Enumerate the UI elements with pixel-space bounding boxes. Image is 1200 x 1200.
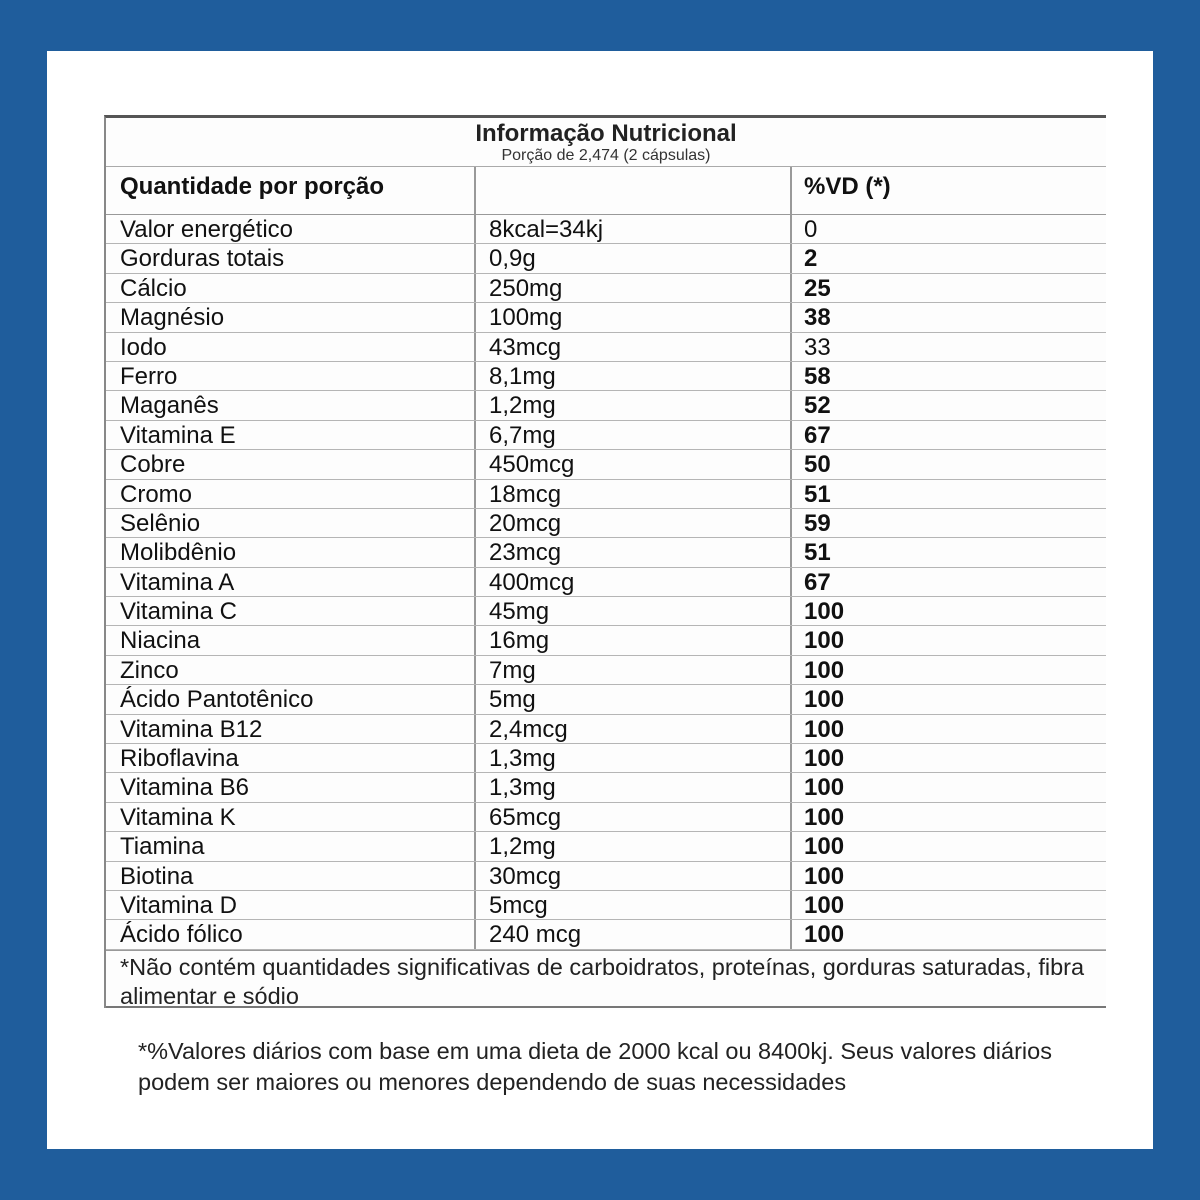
- nutrient-daily-value: 59: [804, 509, 831, 537]
- nutrient-amount: 1,3mg: [476, 773, 792, 801]
- nutrient-amount: 8kcal=34kj: [476, 215, 792, 243]
- nutrient-amount: 8,1mg: [476, 362, 792, 390]
- content-panel: [47, 51, 1153, 1149]
- table-title-block: [106, 118, 1106, 167]
- nutrient-amount: 18mcg: [476, 480, 792, 508]
- nutrient-name: Ferro: [106, 362, 476, 390]
- nutrient-amount: 0,9g: [476, 244, 792, 272]
- table-body: [106, 215, 1106, 950]
- nutrient-daily-value: 100: [804, 862, 845, 890]
- nutrient-name: Vitamina C: [106, 597, 476, 625]
- table-row: [106, 715, 1106, 744]
- nutrient-name: Ácido fólico: [106, 920, 476, 948]
- nutrient-daily-value: 38: [804, 304, 831, 332]
- nutrient-amount: 250mg: [476, 274, 792, 302]
- nutrient-daily-value: 100: [804, 686, 845, 714]
- table-row: [106, 303, 1106, 332]
- nutrition-table: [104, 115, 1106, 1008]
- table-header-row: [106, 167, 1106, 215]
- nutrient-daily-value: 25: [804, 274, 831, 302]
- nutrient-amount: 100mg: [476, 303, 792, 331]
- nutrient-amount: 7mg: [476, 656, 792, 684]
- nutrient-daily-value: 100: [804, 891, 845, 919]
- nutrient-name: Gorduras totais: [106, 244, 476, 272]
- table-row: [106, 832, 1106, 861]
- table-row: [106, 480, 1106, 509]
- table-row: [106, 421, 1106, 450]
- table-row: [106, 568, 1106, 597]
- nutrient-name: Biotina: [106, 862, 476, 890]
- nutrient-daily-value: 100: [804, 627, 845, 655]
- nutrient-daily-value: 100: [804, 803, 845, 831]
- table-row: [106, 215, 1106, 244]
- nutrient-name: Cálcio: [106, 274, 476, 302]
- nutrient-daily-value: 100: [804, 745, 845, 773]
- nutrient-name: Cobre: [106, 450, 476, 478]
- table-row: [106, 362, 1106, 391]
- nutrient-name: Tiamina: [106, 832, 476, 860]
- table-row: [106, 685, 1106, 714]
- nutrient-daily-value: 100: [804, 774, 845, 802]
- nutrient-daily-value: 0: [804, 216, 818, 243]
- nutrient-amount: 2,4mcg: [476, 715, 792, 743]
- nutrient-daily-value: 51: [804, 539, 831, 567]
- nutrient-name: Ácido Pantotênico: [106, 685, 476, 713]
- nutrient-name: Molibdênio: [106, 538, 476, 566]
- table-row: [106, 509, 1106, 538]
- nutrient-amount: 43mcg: [476, 333, 792, 361]
- table-row: [106, 773, 1106, 802]
- table-row: [106, 597, 1106, 626]
- nutrient-daily-value: 67: [804, 421, 831, 449]
- nutrient-amount: 20mcg: [476, 509, 792, 537]
- nutrient-amount: 450mcg: [476, 450, 792, 478]
- nutrient-daily-value: 52: [804, 392, 831, 420]
- nutrient-name: Valor energético: [106, 215, 476, 243]
- header-quantity: Quantidade por porção: [106, 167, 476, 214]
- nutrient-amount: 65mcg: [476, 803, 792, 831]
- serving-size: Porção de 2,474 (2 cápsulas): [501, 147, 711, 164]
- nutrient-amount: 45mg: [476, 597, 792, 625]
- table-row: [106, 803, 1106, 832]
- nutrient-amount: 16mg: [476, 626, 792, 654]
- nutrient-amount: 5mg: [476, 685, 792, 713]
- table-row: [106, 244, 1106, 273]
- table-row: [106, 891, 1106, 920]
- nutrient-daily-value: 100: [804, 921, 845, 949]
- nutrient-name: Magnésio: [106, 303, 476, 331]
- nutrient-name: Niacina: [106, 626, 476, 654]
- nutrient-amount: 23mcg: [476, 538, 792, 566]
- table-row: [106, 450, 1106, 479]
- nutrient-daily-value: 100: [804, 715, 845, 743]
- nutrient-name: Zinco: [106, 656, 476, 684]
- table-row: [106, 656, 1106, 685]
- header-amount: [476, 167, 792, 214]
- table-row: [106, 333, 1106, 362]
- nutrient-daily-value: 100: [804, 833, 845, 861]
- table-row: [106, 391, 1106, 420]
- nutrient-name: Maganês: [106, 391, 476, 419]
- nutrient-amount: 5mcg: [476, 891, 792, 919]
- nutrient-name: Vitamina B12: [106, 715, 476, 743]
- nutrient-amount: 30mcg: [476, 862, 792, 890]
- table-row: [106, 538, 1106, 567]
- nutrient-name: Vitamina B6: [106, 773, 476, 801]
- table-row: [106, 920, 1106, 949]
- table-row: [106, 744, 1106, 773]
- header-daily-value: %VD (*): [804, 173, 891, 200]
- nutrient-amount: 400mcg: [476, 568, 792, 596]
- nutrient-name: Selênio: [106, 509, 476, 537]
- nutrient-daily-value: 100: [804, 598, 845, 626]
- nutrient-name: Vitamina K: [106, 803, 476, 831]
- table-notice: *Não contém quantidades significativas de carboidratos, proteínas, gorduras saturadas, fibra alimentar e sódio: [106, 950, 1106, 1008]
- nutrient-name: Riboflavina: [106, 744, 476, 772]
- nutrient-name: Vitamina E: [106, 421, 476, 449]
- nutrient-amount: 1,3mg: [476, 744, 792, 772]
- nutrient-amount: 1,2mg: [476, 391, 792, 419]
- nutrient-daily-value: 67: [804, 568, 831, 596]
- nutrient-daily-value: 100: [804, 656, 845, 684]
- nutrient-amount: 240 mcg: [476, 920, 792, 948]
- nutrient-daily-value: 2: [804, 245, 818, 273]
- nutrient-amount: 6,7mg: [476, 421, 792, 449]
- table-row: [106, 626, 1106, 655]
- table-title: Informação Nutricional: [475, 120, 737, 147]
- nutrient-name: Cromo: [106, 480, 476, 508]
- nutrient-amount: 1,2mg: [476, 832, 792, 860]
- daily-value-footnote: *%Valores diários com base em uma dieta de 2000 kcal ou 8400kj. Seus valores diários podem ser maiores ou menores dependendo de suas necessidades: [138, 1038, 1052, 1095]
- nutrient-daily-value: 50: [804, 451, 831, 479]
- nutrient-name: Iodo: [106, 333, 476, 361]
- nutrient-name: Vitamina A: [106, 568, 476, 596]
- nutrient-daily-value: 51: [804, 480, 831, 508]
- table-row: [106, 862, 1106, 891]
- nutrient-daily-value: 33: [804, 333, 831, 361]
- nutrient-daily-value: 58: [804, 362, 831, 390]
- nutrient-name: Vitamina D: [106, 891, 476, 919]
- table-row: [106, 274, 1106, 303]
